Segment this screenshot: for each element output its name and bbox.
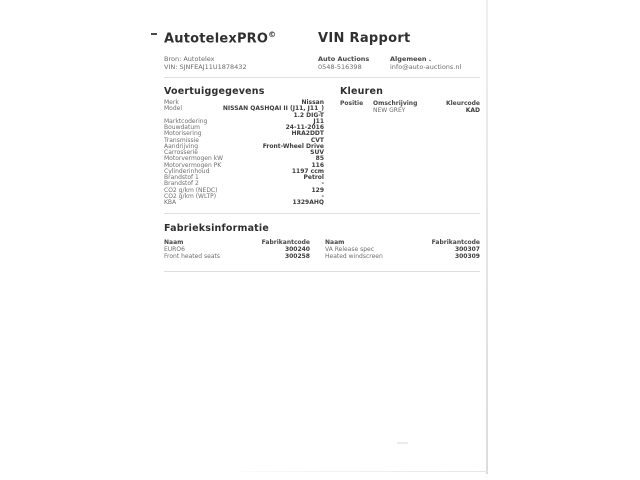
divider bbox=[164, 213, 480, 214]
company-name: Auto Auctions bbox=[318, 55, 370, 63]
factory-name: Front heated seats bbox=[164, 253, 220, 261]
positie-value bbox=[340, 107, 373, 114]
scan-artifact bbox=[151, 33, 157, 35]
factory-name: Heated windscreen bbox=[325, 253, 383, 261]
row-value: NISSAN QASHQAI II (J11, J11_) 1.2 DIG-T bbox=[222, 105, 324, 119]
row-label: CO2 g/km (NEDC) bbox=[164, 186, 218, 194]
table-row bbox=[164, 200, 324, 206]
factory-code: 300240 bbox=[284, 246, 310, 254]
company-phone: 0548-516398 bbox=[318, 63, 362, 71]
footer-mark bbox=[397, 442, 408, 444]
row-value: 1197 ccm bbox=[291, 167, 324, 175]
source-line: Bron: Autotelex bbox=[164, 55, 215, 63]
row-value: Front-Wheel Drive bbox=[262, 142, 324, 150]
brand-logo bbox=[164, 30, 276, 46]
column-header-positie: Positie bbox=[340, 100, 364, 107]
row-value: - bbox=[321, 180, 324, 188]
row-label: Motorvermogen PK bbox=[164, 161, 222, 169]
row-label: Merk bbox=[164, 99, 179, 106]
algemeen-label: Algemeen . bbox=[390, 55, 432, 63]
row-label: Transmissie bbox=[164, 136, 199, 144]
brand-name: AutotelexPRO bbox=[164, 31, 269, 47]
colors-row bbox=[340, 107, 480, 114]
page-right-edge bbox=[486, 0, 488, 474]
column-header-omschrijving: Omschrijving bbox=[373, 100, 418, 107]
row-label: Brandstof 2 bbox=[164, 180, 199, 188]
row-label: Cylinderinhoud bbox=[164, 167, 210, 175]
factory-name: VA Release spec bbox=[325, 246, 375, 254]
column-header-naam: Naam bbox=[164, 239, 184, 246]
factory-code: 300258 bbox=[284, 253, 310, 261]
row-label: Carrosserie bbox=[164, 149, 199, 156]
row-label: Aandrijving bbox=[164, 142, 199, 150]
row-value: SUV bbox=[310, 149, 324, 156]
row-value: HRA2DDT bbox=[291, 130, 324, 138]
omschrijving-value: NEW GREY bbox=[373, 107, 406, 114]
row-label: Motorvermogen kW bbox=[164, 155, 224, 163]
factory-code: 300307 bbox=[454, 246, 480, 254]
row-value: 85 bbox=[315, 155, 324, 163]
kleurcode-value: KAD bbox=[465, 107, 480, 114]
row-label: Model bbox=[164, 105, 183, 113]
source-block bbox=[164, 55, 247, 71]
factory-info-table bbox=[164, 239, 480, 261]
row-value: 1329AHQ bbox=[292, 199, 324, 206]
divider bbox=[164, 77, 480, 78]
row-value: J11 bbox=[313, 117, 324, 125]
row-label: Marktcodering bbox=[164, 117, 208, 125]
vehicle-data-table bbox=[164, 100, 324, 206]
divider bbox=[164, 271, 480, 272]
section-heading-fabrieksinformatie: Fabrieksinformatie bbox=[164, 223, 270, 234]
column-header-kleurcode: Kleurcode bbox=[445, 100, 480, 107]
section-heading-voertuiggegevens: Voertuiggegevens bbox=[164, 86, 265, 97]
page-title: VIN Rapport bbox=[318, 31, 411, 46]
colors-table bbox=[340, 100, 480, 114]
column-header-naam: Naam bbox=[325, 239, 345, 246]
row-value: 129 bbox=[311, 186, 324, 194]
column-header-fabrikantcode: Fabrikantcode bbox=[261, 239, 310, 246]
row-label: Brandstof 1 bbox=[164, 174, 199, 181]
company-email: info@auto-auctions.nl bbox=[390, 63, 462, 71]
column-header-fabrikantcode: Fabrikantcode bbox=[431, 239, 480, 246]
row-label: Bouwdatum bbox=[164, 124, 200, 131]
factory-header-row bbox=[164, 239, 480, 246]
factory-row bbox=[164, 246, 480, 253]
row-label: KBA bbox=[164, 199, 177, 206]
page-bottom-edge bbox=[240, 471, 488, 472]
section-heading-kleuren: Kleuren bbox=[340, 86, 384, 97]
table-row bbox=[164, 106, 324, 119]
row-value: Nissan bbox=[301, 99, 324, 106]
factory-code: 300309 bbox=[454, 253, 480, 261]
row-value: 116 bbox=[311, 161, 324, 169]
row-value: CVT bbox=[310, 136, 324, 144]
row-value: 24-11-2016 bbox=[285, 124, 324, 131]
row-value: - bbox=[321, 192, 324, 200]
company-block bbox=[318, 55, 369, 71]
general-contact-block bbox=[390, 55, 461, 71]
factory-name: EURO6 bbox=[164, 246, 185, 254]
copyright-mark: © bbox=[268, 30, 277, 39]
row-label: Motorisering bbox=[164, 130, 202, 138]
colors-header-row bbox=[340, 100, 480, 107]
vin-line: VIN: SJNFEAJ11U1878432 bbox=[164, 63, 247, 71]
factory-row bbox=[164, 253, 480, 260]
row-label: CO2 g/km (WLTP) bbox=[164, 192, 217, 200]
row-value: Petrol bbox=[303, 174, 324, 181]
